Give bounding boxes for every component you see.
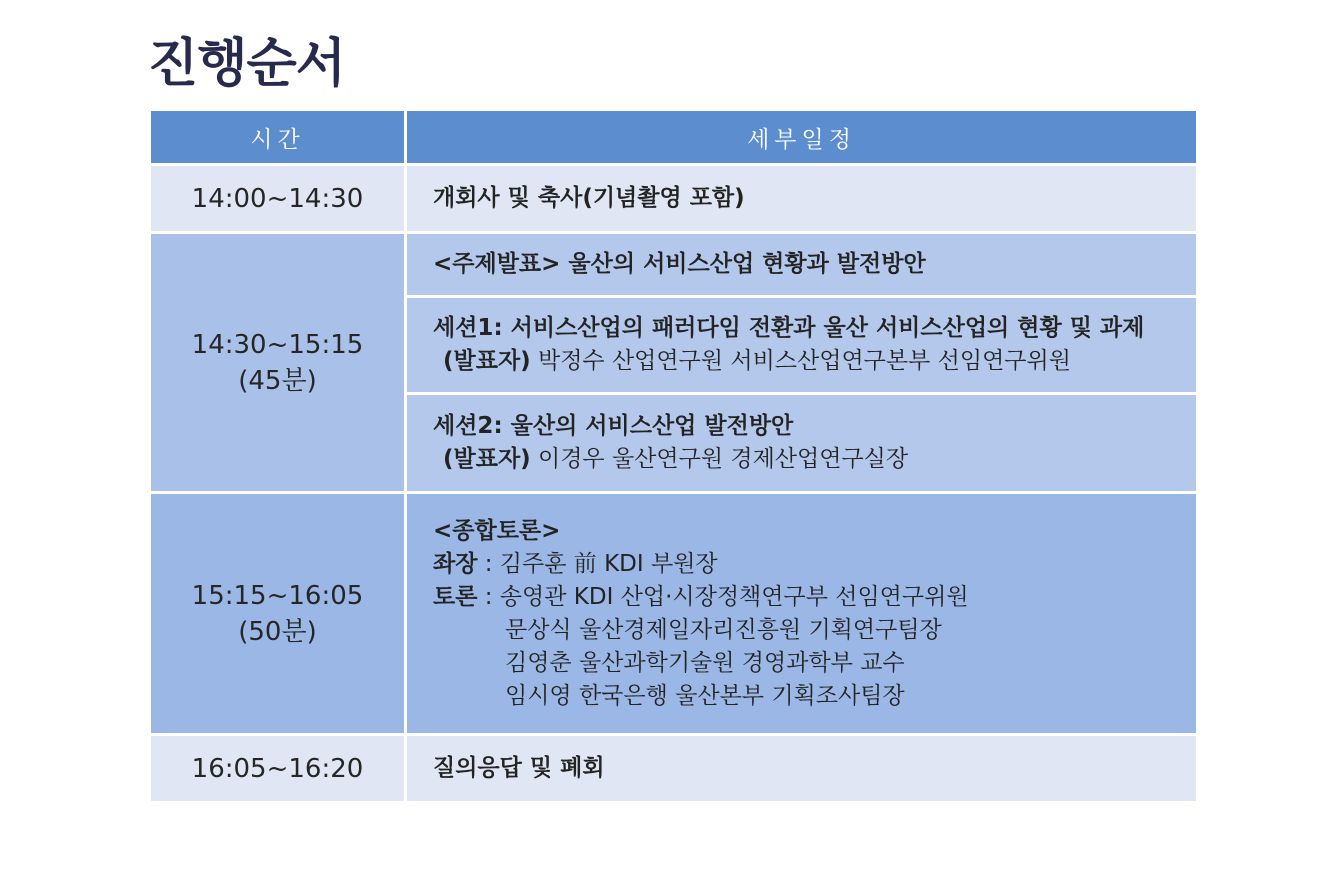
table-row xyxy=(150,493,1198,735)
panelist: 문상식 울산경제일자리진흥원 기획연구팀장 xyxy=(505,616,942,643)
time-opening xyxy=(150,165,406,233)
panel-label: 토론 xyxy=(433,583,478,610)
table-row xyxy=(150,233,1198,297)
panelist: : 송영관 KDI 산업·시장정책연구부 선임연구위원 xyxy=(477,583,969,610)
panelist: 임시영 한국은행 울산본부 기획조사팀장 xyxy=(505,682,905,709)
detail-opening xyxy=(406,165,1198,233)
detail-closing xyxy=(406,735,1198,803)
chair-name: : 김주훈 前 KDI 부원장 xyxy=(477,550,718,577)
session2-title: 세션2: 울산의 서비스산업 발전방안 xyxy=(433,413,794,439)
panelist: 김영춘 울산과학기술원 경영과학부 교수 xyxy=(505,649,905,676)
agenda-table xyxy=(148,108,1199,804)
session1-presenter: 박정수 산업연구원 서비스산업연구본부 선임연구위원 xyxy=(538,348,1071,374)
time-text: 15:15~16:05 xyxy=(191,580,364,611)
time-text: 14:00~14:30 xyxy=(191,183,364,214)
panel-line xyxy=(433,581,1196,614)
duration-text: (50분) xyxy=(238,616,317,647)
discussion-heading: <종합토론> xyxy=(433,517,561,544)
session2-presenter: 이경우 울산연구원 경제산업연구실장 xyxy=(538,446,909,472)
table-row xyxy=(150,165,1198,233)
time-closing xyxy=(150,735,406,803)
table-header-row xyxy=(150,110,1198,165)
session1-title: 세션1: 서비스산업의 패러다임 전환과 울산 서비스산업의 현황 및 과제 xyxy=(433,315,1145,341)
detail-session2 xyxy=(406,394,1198,493)
page-title: 진행순서 xyxy=(148,34,345,94)
chair-line xyxy=(433,548,1196,581)
table-row xyxy=(150,735,1198,803)
detail-session1 xyxy=(406,297,1198,394)
time-text: 14:30~15:15 xyxy=(191,329,364,360)
keynote-text: <주제발표> 울산의 서비스산업 현황과 발전방안 xyxy=(433,251,926,277)
detail-text: 질의응답 및 폐회 xyxy=(433,755,605,781)
detail-text: 개회사 및 축사(기념촬영 포함) xyxy=(433,185,745,211)
header-detail: 세부일정 xyxy=(406,110,1198,165)
header-time: 시간 xyxy=(150,110,406,165)
detail-keynote xyxy=(406,233,1198,297)
detail-discussion xyxy=(406,493,1198,735)
presenter-label: (발표자) xyxy=(443,348,531,374)
presenter-label: (발표자) xyxy=(443,446,531,472)
time-text: 16:05~16:20 xyxy=(191,753,364,784)
session1-presenter-line xyxy=(433,345,1196,378)
chair-label: 좌장 xyxy=(433,550,478,577)
session2-presenter-line xyxy=(433,443,1196,476)
time-discussion xyxy=(150,493,406,735)
duration-text: (45분) xyxy=(238,365,317,396)
time-presentation xyxy=(150,233,406,493)
